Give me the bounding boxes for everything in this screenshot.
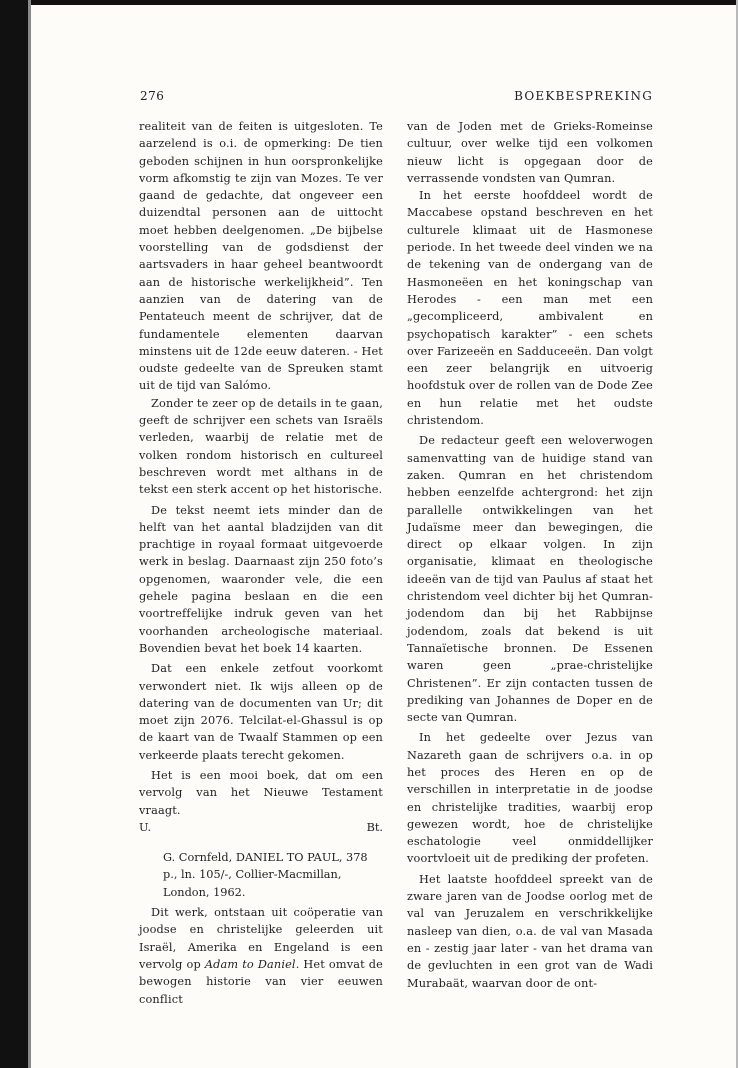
page-number: 276	[140, 89, 165, 103]
paragraph: realiteit van de feiten is uitgesloten. Te aarzelend is o.i. de opmerking: De tien geboden schijnen in hun oorspronkelijke vorm afkomstig te zijn van Mozes. Te ver gaand de gedachte, dat ongeveer een duizendtal personen aan de uittocht moet hebben deelgenomen. „De bijbelse voorstelling van de godsdienst der aartsvaders in haar geheel beantwoordt aan de historische werkelijkheid”. Ten aanzien van de datering van de Pentateuch meent de schrijver, dat de fundamentele elementen daarvan minstens uit de 12de eeuw dateren. - Het oudste gedeelte van de Spreuken stamt uit de tijd van Salómo.	[139, 120, 383, 393]
paragraph: De tekst neemt iets minder dan de helft van het aantal bladzijden van dit prachtige in royaal formaat uitgevoerde werk in beslag. Daarnaast zijn 250 foto’s opgenomen, waaronder vele, die een gehele pagina beslaan en die een voortreffelijke indruk geven van het voorhanden archeologische materiaal. Bovendien bevat het boek 14 kaarten.	[139, 503, 383, 655]
paragraph: In het eerste hoofddeel wordt de Maccabese opstand beschreven en het culturele klimaat uit de Hasmonese periode. In het tweede deel vinden we na de tekening van de ondergang van de Hasmoneëen en het koningschap van Herodes - een man met een „gecompliceerd, ambivalent en psychopatisch karakter” - een schets over Farizeeën en Sadduceeën. Dan volgt een zeer belangrijk en uitvoerig hoofdstuk over de rollen van de Dode Zee en hun relatie met het oudste christendom.	[407, 189, 653, 428]
review-signoff	[139, 819, 383, 836]
paragraph: Het laatste hoofddeel spreekt van de zware jaren van de Joodse oorlog met de val van Jeruzalem en verschrikkelijke nasleep van dien, o.a. de val van Masada en - zestig jaar later - van het drama van de gevluchten in een grot van de Wadi Murabaät, waarvan door de ont-	[407, 872, 653, 990]
paragraph	[139, 904, 383, 1008]
right-column	[407, 118, 653, 992]
scan-border-left	[0, 0, 28, 1068]
paragraph-text: Dit werk, ontstaan uit coöperatie van joodse en christelijke geleerden uit Israël, Amerika en Engeland is een vervolg op	[139, 906, 383, 971]
signoff-initial-left: U.	[139, 820, 152, 834]
signoff-initial-right: Bt.	[366, 820, 383, 834]
page-header	[140, 89, 653, 105]
paragraph: Het is een mooi boek, dat om een vervolg van het Nieuwe Testament vraagt.	[139, 768, 383, 817]
scan-border-top	[0, 0, 738, 5]
scan-shadow	[28, 0, 31, 1068]
paragraph: van de Joden met de Grieks-Romeinse cultuur, over welke tijd een volkomen nieuw licht is opgegaan door de verrassende vondsten van Qumran.	[407, 120, 653, 185]
book-citation: G. Cornfeld, DANIEL TO PAUL, 378 p., ln. 105/-, Collier-Macmillan, London, 1962.	[163, 851, 368, 899]
paragraph: In het gedeelte over Jezus van Nazareth gaan de schrijvers o.a. in op het proces des Heren en op de verschillen in interpretatie in de joodse en christelijke tradities, waarbij erop gewezen wordt, hoe de christelijke eschatologie veel onmiddellijker voortvloeit uit de prediking der profeten.	[407, 731, 653, 866]
running-title: BOEKBESPREKING	[514, 89, 653, 103]
left-column	[139, 118, 383, 1008]
paragraph: Zonder te zeer op de details in te gaan, geeft de schrijver een schets van Israëls verleden, waarbij de relatie met de volken rondom historisch en cultureel beschreven wordt met althans in de tekst een sterk accent op het historische.	[139, 396, 383, 497]
book-title-italic: Adam to Daniel.	[204, 957, 300, 971]
paragraph: Dat een enkele zetfout voorkomt verwondert niet. Ik wijs alleen op de datering van de documenten van Ur; dit moet zijn 2076. Telcilat-el-Ghassul is op de kaart van de Twaalf Stammen op een verkeerde plaats terecht gekomen.	[139, 662, 383, 762]
paragraph-text: Het omvat de bewogen historie van vier eeuwen conflict	[139, 957, 383, 1006]
paragraph: De redacteur geeft een weloverwogen samenvatting van de huidige stand van zaken. Qumran en het christendom hebben eenzelfde achtergrond: het zijn parallelle ontwikkelingen van het Judaïsme meer dan bewegingen, die direct op elkaar volgen. In zijn organisatie, klimaat en theologische ideeën van de tijd van Paulus af staat het christendom veel dichter bij het Qumran-jodendom dan bij het Rabbijnse jodendom, zoals dat bekend is uit Tannaïetische bronnen. De Essenen waren geen „prae-christelijke Christenen”. Er zijn contacten tussen de prediking van Johannes de Doper en de secte van Qumran.	[407, 434, 653, 725]
